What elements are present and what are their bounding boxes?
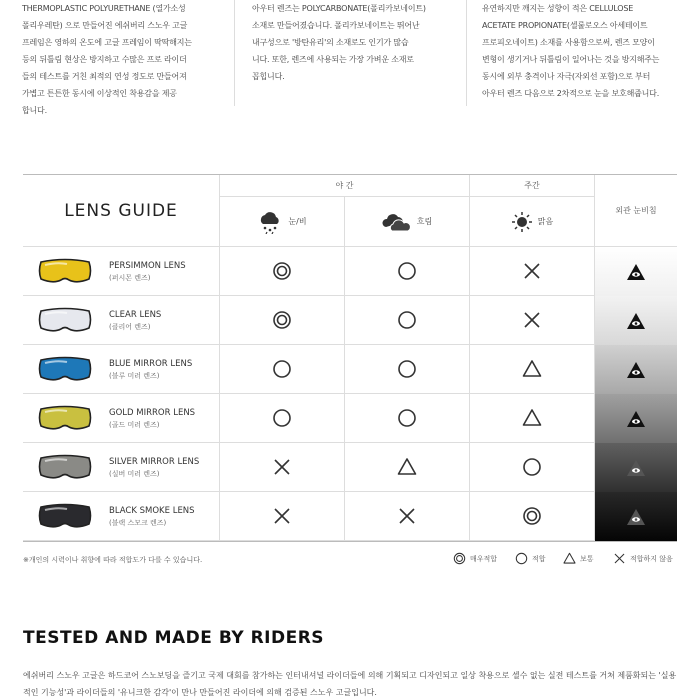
lens-korean-name: (클리어 렌즈) bbox=[109, 322, 151, 331]
good-rating-icon bbox=[397, 261, 417, 281]
rating-cell bbox=[345, 394, 470, 443]
good-rating-icon bbox=[397, 408, 417, 428]
normal-rating-icon bbox=[522, 359, 542, 379]
lens-row-5 bbox=[23, 492, 220, 541]
section-title: TESTED AND MADE BY RIDERS bbox=[23, 628, 325, 648]
rating-cell bbox=[220, 394, 345, 443]
day-header: 주간 bbox=[524, 181, 540, 190]
legend-item-unsuitable bbox=[613, 552, 673, 565]
normal-rating-icon bbox=[397, 457, 417, 477]
unsuitable-rating-icon bbox=[272, 457, 292, 477]
night-header-cell bbox=[220, 175, 470, 197]
legend-label: 적합 bbox=[532, 554, 546, 563]
lens-row-4 bbox=[23, 443, 220, 492]
rating-cell bbox=[470, 345, 595, 394]
exterior-visibility-cell bbox=[595, 492, 677, 541]
rating-cell bbox=[470, 296, 595, 345]
eye-triangle-icon bbox=[626, 312, 646, 330]
rating-cell bbox=[470, 247, 595, 296]
column-divider bbox=[234, 0, 235, 106]
eye-triangle-icon bbox=[626, 459, 646, 477]
condition-sunny-cell bbox=[470, 197, 595, 247]
rating-cell bbox=[220, 443, 345, 492]
normal-rating-icon bbox=[522, 408, 542, 428]
eye-triangle-icon bbox=[626, 410, 646, 428]
lens-row-1 bbox=[23, 296, 220, 345]
good-rating-icon bbox=[397, 359, 417, 379]
rating-cell bbox=[345, 492, 470, 541]
lens-korean-name: (골드 미러 렌즈) bbox=[109, 420, 160, 429]
cloudy-icon bbox=[382, 211, 412, 233]
rating-cell bbox=[345, 296, 470, 345]
legend-item-good bbox=[515, 552, 546, 565]
condition-label: 맑음 bbox=[537, 217, 554, 226]
exterior-visibility-cell bbox=[595, 443, 677, 492]
goggle-lens-icon bbox=[37, 453, 93, 481]
lens-korean-name: (실버 미러 렌즈) bbox=[109, 469, 160, 478]
lens-korean-name: (블랙 스모크 렌즈) bbox=[109, 518, 167, 527]
legend-label: 적합하지 않음 bbox=[630, 554, 673, 563]
day-header-cell bbox=[470, 175, 595, 197]
exterior-visibility-cell bbox=[595, 394, 677, 443]
suitability-note: ※개인의 시력이나 취향에 따라 적합도가 다를 수 있습니다. bbox=[23, 556, 203, 564]
night-header: 야 간 bbox=[335, 181, 354, 190]
lens-name: GOLD MIRROR LENS bbox=[109, 407, 196, 418]
eye-triangle-icon bbox=[626, 361, 646, 379]
goggle-lens-icon bbox=[37, 404, 93, 432]
unsuitable-rating-icon bbox=[613, 552, 626, 565]
rating-cell bbox=[470, 394, 595, 443]
eye-triangle-icon bbox=[626, 263, 646, 281]
legend-item-excellent bbox=[453, 552, 497, 565]
lens-guide-title-cell bbox=[23, 175, 220, 247]
condition-cloudy-cell bbox=[345, 197, 470, 247]
condition-label: 눈/비 bbox=[288, 217, 307, 226]
unsuitable-rating-icon bbox=[397, 506, 417, 526]
good-rating-icon bbox=[397, 310, 417, 330]
intro-frame-text: THERMOPLASTIC POLYURETHANE (열가소성 폴리우레탄) 으로 만들어진 에쉬버리 스노우 고글 프레임은 영하의 온도에 고글 프레임이 딱딱해지는 등의 뒤틀림 현상은 방지하고 수많은 프로 라이더 들의 테스트를 거친 최적의 연성 정도로 만들어져 가볍고 튼튼한 동시에 이상적인 착용감을 제공 합니다. bbox=[22, 4, 192, 115]
lens-row-3 bbox=[23, 394, 220, 443]
lens-row-0 bbox=[23, 247, 220, 296]
lens-guide-title: LENS GUIDE bbox=[64, 200, 178, 221]
excellent-rating-icon bbox=[522, 506, 542, 526]
sun-icon bbox=[511, 211, 533, 233]
normal-rating-icon bbox=[563, 552, 576, 565]
goggle-lens-icon bbox=[37, 355, 93, 383]
intro-outer-lens-text: 아우터 렌즈는 POLYCARBONATE(폴리카보네이트) 소재로 만들어졌습니다. 폴리카보네이트는 뛰어난 내구성으로 '방탄유리'의 소재로도 인기가 많습 니다. 또한, 렌즈에 사용되는 가장 가벼운 소재로 꼽힙니다. bbox=[252, 4, 426, 81]
rating-cell bbox=[470, 443, 595, 492]
snow-rain-cloud-icon bbox=[257, 210, 283, 234]
condition-label: 흐림 bbox=[416, 217, 433, 226]
intro-inner-lens-text: 유연하지만 깨지는 성향이 적은 CELLULOSE ACETATE PROPIONATE(셀룰로오스 아세테이트 프로피오네이트) 소재를 사용함으로써, 렌즈 모양이 변형이 생기거나 뒤틀림이 일어나는 것을 방지해주는 동시에 외부 충격이나 자극(자외선 포함)으로 부터 아우터 렌즈 다음으로 2차적으로 눈을 보호해줍니다. bbox=[482, 4, 660, 98]
good-rating-icon bbox=[515, 552, 528, 565]
rating-cell bbox=[345, 247, 470, 296]
rating-cell bbox=[345, 345, 470, 394]
section-body: 에쉬버리 스노우 고글은 하드코어 스노보딩을 즐기고 국제 대회를 참가하는 인터내셔널 라이더들에 의해 기획되고 디자인되고 일상 착용으로 셀수 없는 실전 테스트를 거쳐 제품화되는 '실용적인 기능성'과 라이더들의 '유니크한 감각'이 만나 만들어진 라이더에 의해 검증된 스노우 고글입니다. bbox=[23, 671, 677, 697]
rating-cell bbox=[220, 345, 345, 394]
legend-label: 매우적합 bbox=[470, 554, 498, 563]
excellent-rating-icon bbox=[453, 552, 466, 565]
legend-label: 보통 bbox=[580, 554, 594, 563]
lens-name: CLEAR LENS bbox=[109, 309, 162, 320]
eye-triangle-icon bbox=[626, 508, 646, 526]
condition-snow-rain-cell bbox=[220, 197, 345, 247]
rating-cell bbox=[345, 443, 470, 492]
goggle-lens-icon bbox=[37, 502, 93, 530]
lens-korean-name: (퍼시몬 렌즈) bbox=[109, 273, 151, 282]
exterior-visibility-cell bbox=[595, 345, 677, 394]
unsuitable-rating-icon bbox=[522, 261, 542, 281]
lens-name: BLUE MIRROR LENS bbox=[109, 358, 193, 369]
rating-cell bbox=[220, 296, 345, 345]
excellent-rating-icon bbox=[272, 261, 292, 281]
good-rating-icon bbox=[272, 359, 292, 379]
column-divider bbox=[466, 0, 467, 106]
legend-item-normal bbox=[563, 552, 594, 565]
unsuitable-rating-icon bbox=[272, 506, 292, 526]
rating-cell bbox=[470, 492, 595, 541]
exterior-header: 외관 눈비침 bbox=[615, 206, 657, 215]
lens-guide-table bbox=[23, 174, 677, 542]
good-rating-icon bbox=[272, 408, 292, 428]
good-rating-icon bbox=[522, 457, 542, 477]
lens-name: SILVER MIRROR LENS bbox=[109, 456, 200, 467]
lens-name: BLACK SMOKE LENS bbox=[109, 505, 195, 516]
exterior-visibility-cell bbox=[595, 296, 677, 345]
exterior-header-cell bbox=[595, 175, 677, 247]
goggle-lens-icon bbox=[37, 306, 93, 334]
goggle-lens-icon bbox=[37, 257, 93, 285]
rating-cell bbox=[220, 492, 345, 541]
exterior-visibility-cell bbox=[595, 247, 677, 296]
lens-korean-name: (블루 미러 렌즈) bbox=[109, 371, 160, 380]
lens-name: PERSIMMON LENS bbox=[109, 260, 186, 271]
rating-cell bbox=[220, 247, 345, 296]
lens-row-2 bbox=[23, 345, 220, 394]
unsuitable-rating-icon bbox=[522, 310, 542, 330]
excellent-rating-icon bbox=[272, 310, 292, 330]
